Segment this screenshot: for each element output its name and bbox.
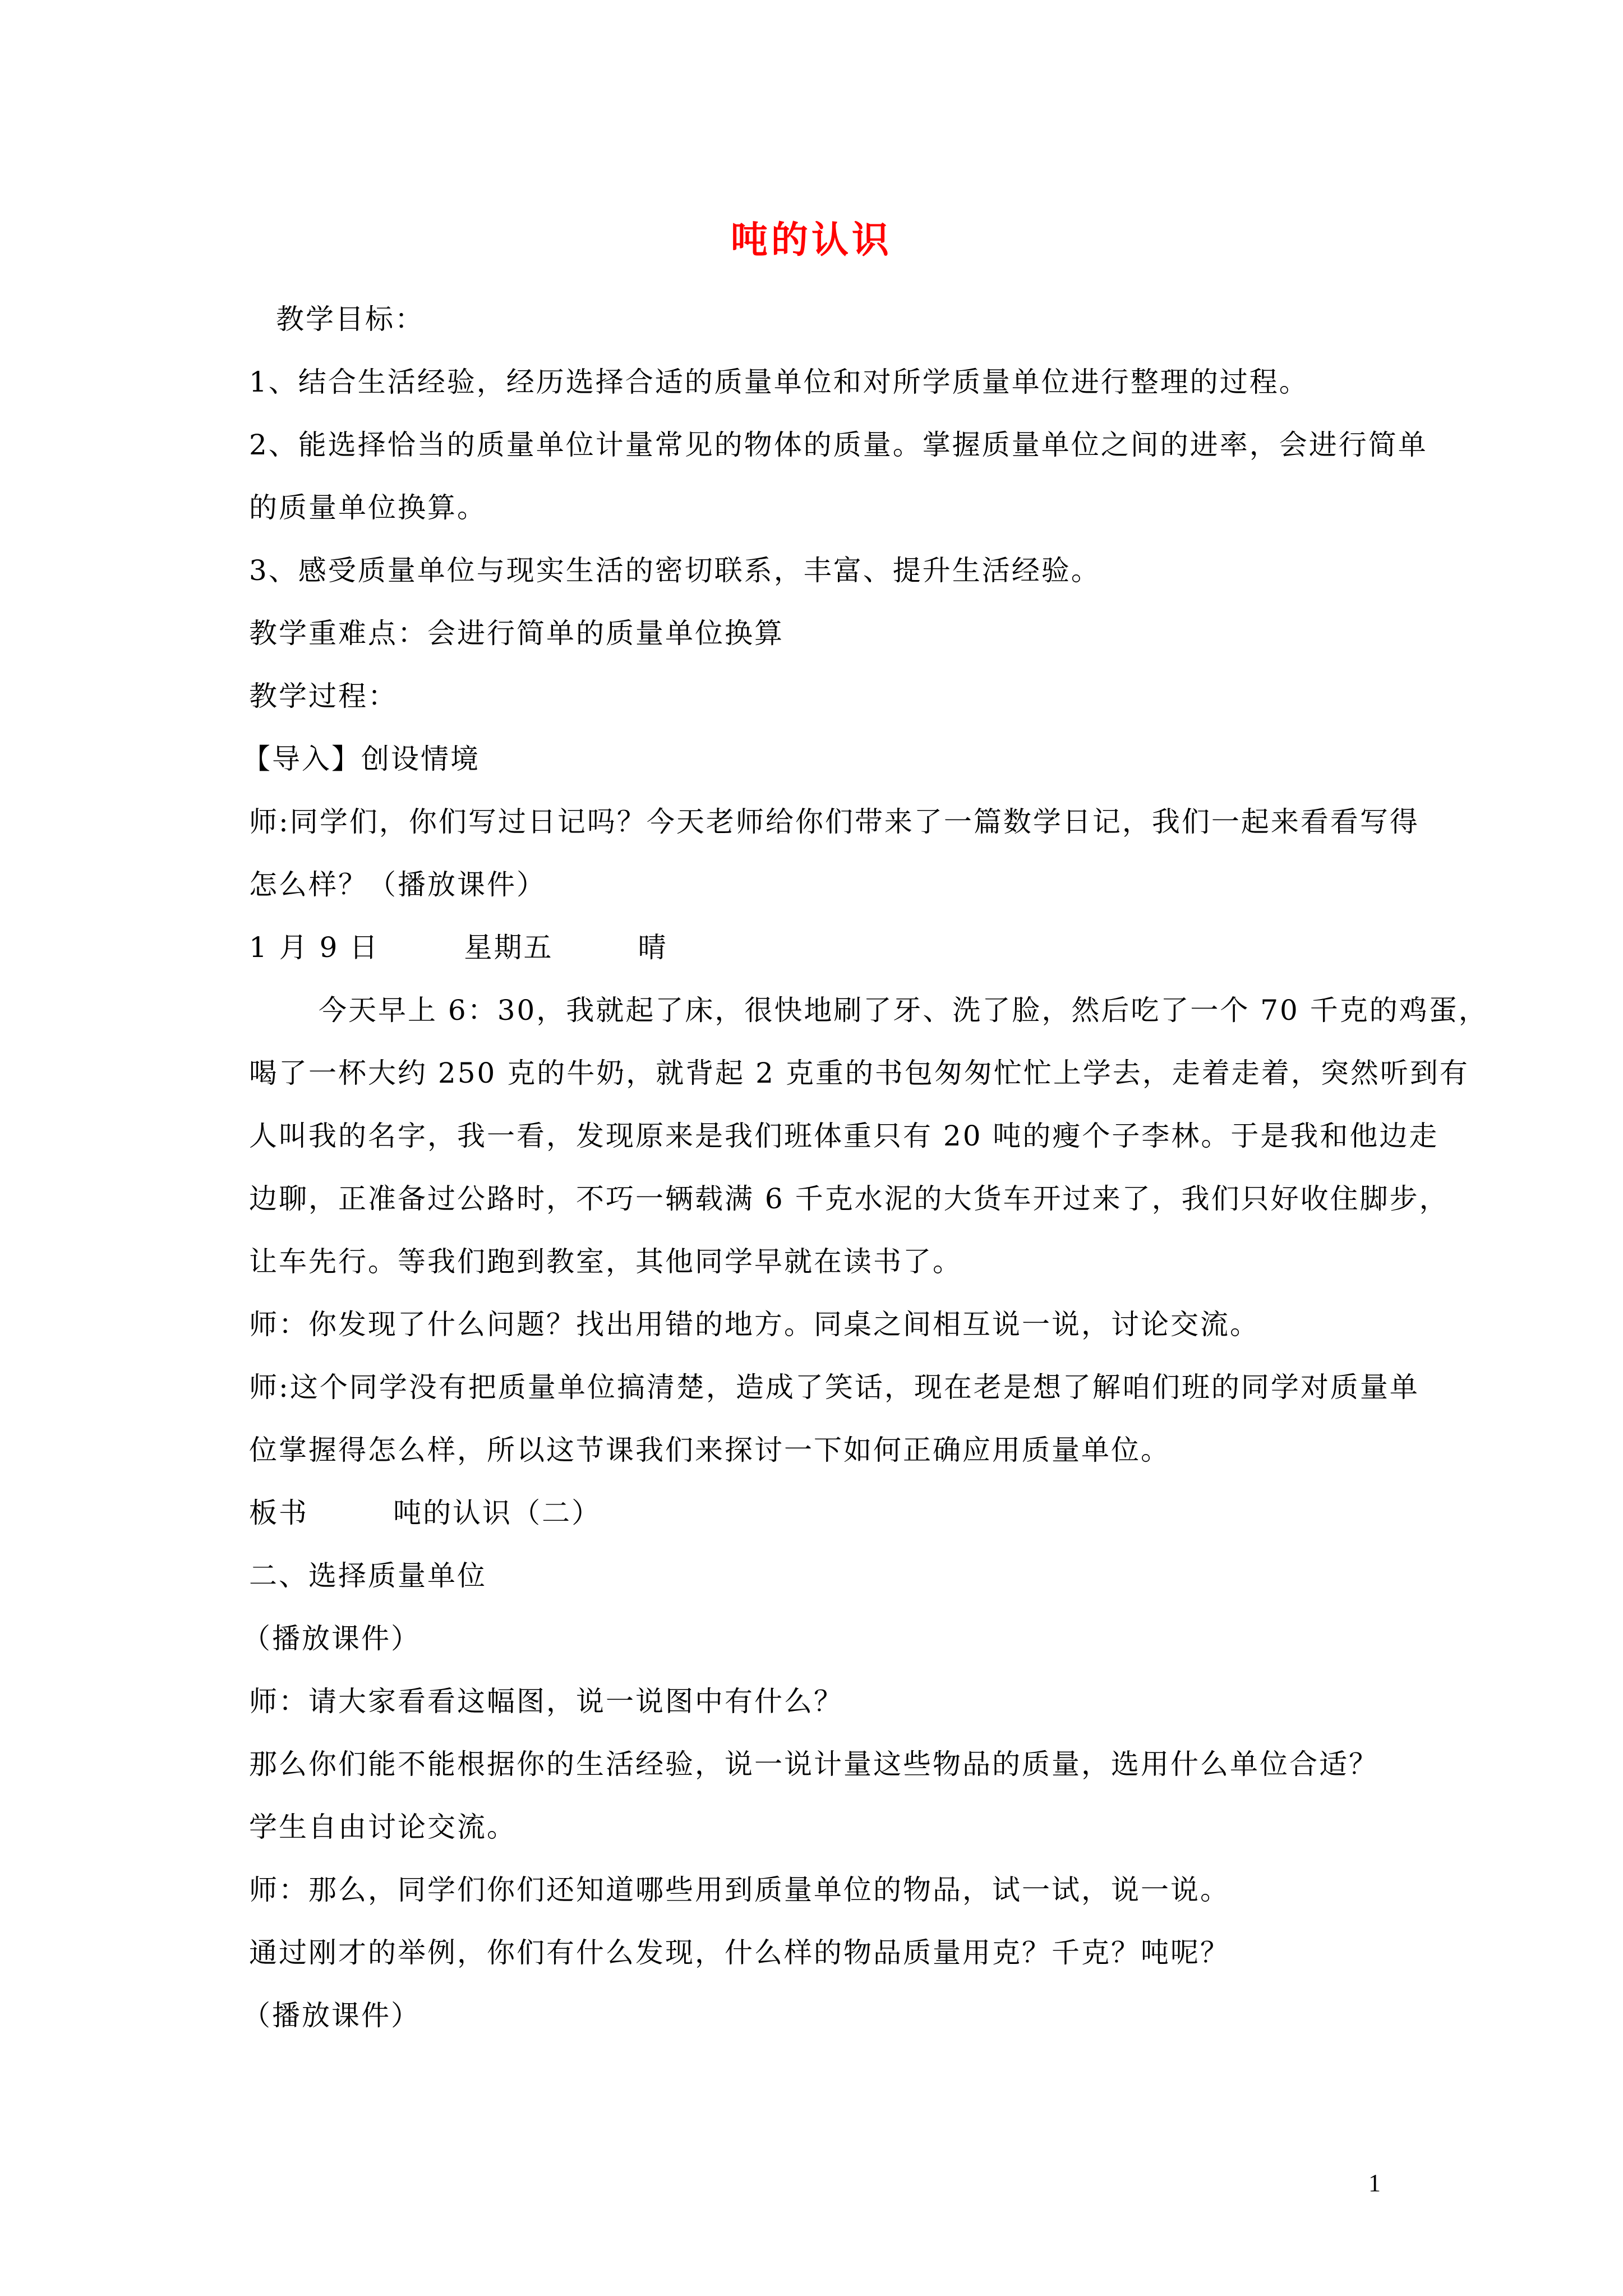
text-line: 师:这个同学没有把质量单位搞清楚，造成了笑话，现在老是想了解咱们班的同学对质量单 xyxy=(249,1371,1419,1404)
text-line: （播放课件） xyxy=(242,1622,421,1655)
text-line: 教学重难点：会进行简单的质量单位换算 xyxy=(249,617,784,650)
page-number: 1 xyxy=(1368,2169,1381,2197)
text-line: 通过刚才的举例，你们有什么发现，什么样的物品质量用克？千克？吨呢？ xyxy=(249,1936,1230,1969)
text-line: 让车先行。等我们跑到教室，其他同学早就在读书了。 xyxy=(249,1245,962,1278)
text-line: 教学目标： xyxy=(276,303,425,335)
text-line: 二、选择质量单位 xyxy=(249,1559,487,1592)
text-line: 1 月 9 日 星期五 晴 xyxy=(249,931,668,964)
text-line: 教学过程： xyxy=(249,680,398,712)
text-line: 喝了一杯大约 250 克的牛奶，就背起 2 克重的书包匆匆忙忙上学去，走着走着，突然听到有 xyxy=(249,1057,1469,1089)
text-line: 2、能选择恰当的质量单位计量常见的物体的质量。掌握质量单位之间的进率，会进行简单 xyxy=(249,429,1428,461)
text-line: 师:同学们，你们写过日记吗？今天老师给你们带来了一篇数学日记，我们一起来看看写得 xyxy=(249,806,1419,838)
text-line: 的质量单位换算。 xyxy=(249,491,487,524)
text-line: 【导入】创设情境 xyxy=(242,743,480,775)
text-line: 今天早上 6：30，我就起了床，很快地刷了牙、洗了脸，然后吃了一个 70 千克的鸡蛋， xyxy=(319,994,1488,1027)
text-line: 3、感受质量单位与现实生活的密切联系，丰富、提升生活经验。 xyxy=(249,554,1101,587)
page-title: 吨的认识 xyxy=(731,218,892,261)
text-line: 怎么样？（播放课件） xyxy=(249,868,546,901)
text-line: （播放课件） xyxy=(242,1999,421,2032)
text-line: 1、结合生活经验，经历选择合适的质量单位和对所学质量单位进行整理的过程。 xyxy=(249,366,1309,398)
text-line: 人叫我的名字，我一看，发现原来是我们班体重只有 20 吨的瘦个子李林。于是我和他边走 xyxy=(249,1120,1439,1152)
text-line: 那么你们能不能根据你的生活经验，说一说计量这些物品的质量，选用什么单位合适？ xyxy=(249,1748,1378,1780)
text-line: 边聊，正准备过公路时，不巧一辆载满 6 千克水泥的大货车开过来了，我们只好收住脚步， xyxy=(249,1182,1449,1215)
text-line: 师：那么，同学们你们还知道哪些用到质量单位的物品，试一试，说一说。 xyxy=(249,1874,1230,1906)
text-line: 学生自由讨论交流。 xyxy=(249,1811,517,1843)
text-line: 板书 吨的认识（二） xyxy=(249,1497,602,1529)
text-line: 师：请大家看看这幅图，说一说图中有什么？ xyxy=(249,1685,843,1718)
text-line: 师：你发现了什么问题？找出用错的地方。同桌之间相互说一说，讨论交流。 xyxy=(249,1308,1260,1341)
text-line: 位掌握得怎么样，所以这节课我们来探讨一下如何正确应用质量单位。 xyxy=(249,1434,1170,1466)
